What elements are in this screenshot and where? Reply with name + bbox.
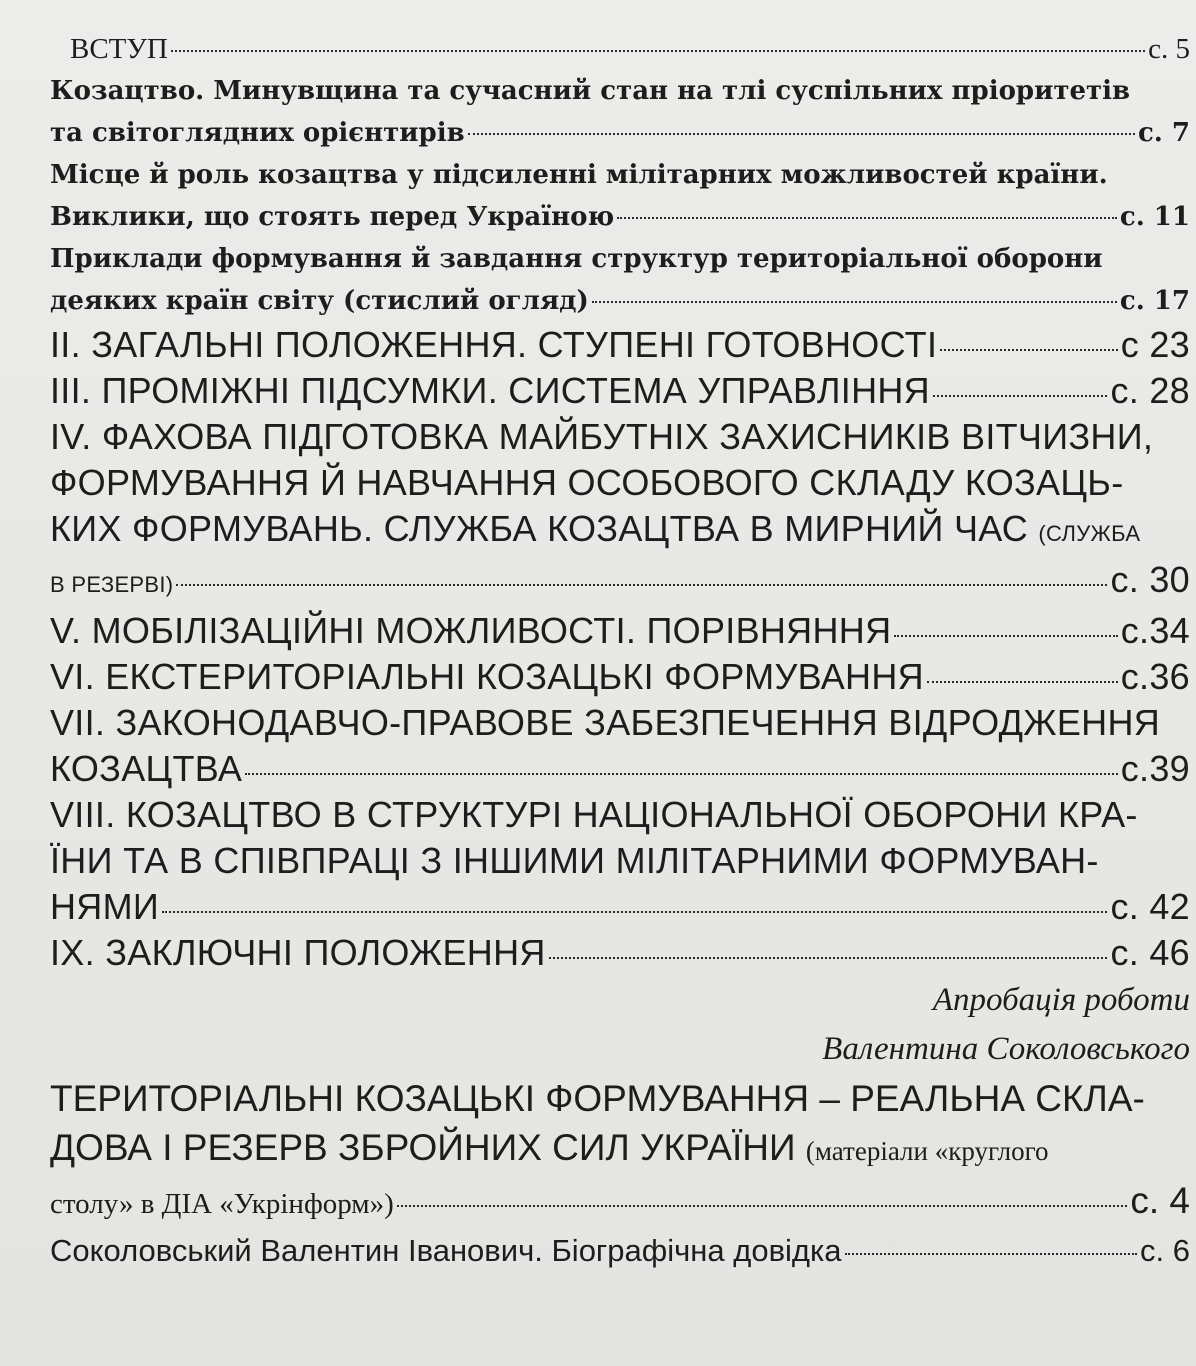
toc-entry-chapter-9[interactable] — [50, 930, 1190, 976]
approbation-line-2: Валентина Соколовського — [822, 1031, 1190, 1067]
toc-entry-section-1[interactable] — [50, 70, 1190, 154]
toc-entry-title-last: Виклики, що стоять перед Україною — [50, 202, 615, 232]
toc-entry-chapter-5[interactable] — [50, 608, 1190, 654]
toc-page-number: с. 6 — [1140, 1233, 1190, 1268]
toc-entry-title-line: КИХ ФОРМУВАНЬ. СЛУЖБА КОЗАЦТВА В МИРНИЙ ЧАС — [50, 508, 1029, 549]
toc-entry-intro[interactable] — [50, 28, 1190, 70]
leader-dots — [162, 911, 1107, 913]
toc-entry-title-last: Соколовський Валентин Іванович. Біографічна довідка — [50, 1233, 842, 1268]
toc-entry-title-line: Приклади формування й завдання структур територіальної оборони — [50, 244, 1103, 274]
toc-entry-title-line: VII. ЗАКОНОДАВЧО-ПРАВОВЕ ЗАБЕЗПЕЧЕННЯ ВІДРОДЖЕННЯ — [50, 702, 1161, 743]
toc-entry-title-last: II. ЗАГАЛЬНІ ПОЛОЖЕННЯ. СТУПЕНІ ГОТОВНОСТІ — [50, 324, 938, 365]
toc-entry-title: ВСТУП — [70, 33, 168, 65]
toc-entry-note: (СЛУЖБА — [1038, 521, 1141, 546]
toc-page-number: с. 42 — [1110, 886, 1190, 927]
approbation-heading — [50, 976, 1190, 1074]
toc-page-number: с. 17 — [1119, 286, 1190, 316]
leader-dots — [549, 957, 1108, 959]
toc-entry-chapter-4[interactable] — [50, 414, 1190, 608]
toc-page-number: с.36 — [1120, 656, 1190, 697]
toc-entry-title-last: III. ПРОМІЖНІ ПІДСУМКИ. СИСТЕМА УПРАВЛІННЯ — [50, 370, 930, 411]
toc-page-number: с. 4 — [1130, 1180, 1190, 1221]
toc-entry-title-last: КОЗАЦТВА — [50, 748, 243, 789]
toc-entry-title-last: V. МОБІЛІЗАЦІЙНІ МОЖЛИВОСТІ. ПОРІВНЯННЯ — [50, 610, 892, 651]
leader-dots — [468, 133, 1135, 135]
toc-entry-title-line: ДОВА І РЕЗЕРВ ЗБРОЙНИХ СИЛ УКРАЇНИ — [50, 1127, 796, 1168]
toc-page-number: с. 28 — [1110, 370, 1190, 411]
toc-entry-title-last: IX. ЗАКЛЮЧНІ ПОЛОЖЕННЯ — [50, 932, 546, 973]
toc-page-number: с. 5 — [1148, 33, 1190, 65]
toc-entry-title-last: НЯМИ — [50, 886, 160, 927]
toc-entry-title-line: VIII. КОЗАЦТВО В СТРУКТУРІ НАЦІОНАЛЬНОЇ ОБОРОНИ КРА- — [50, 794, 1138, 835]
toc-entry-chapter-2[interactable] — [50, 322, 1190, 368]
toc-page-number: с.39 — [1120, 748, 1190, 789]
toc-entry-title-last: VI. ЕКСТЕРИТОРІАЛЬНІ КОЗАЦЬКІ ФОРМУВАННЯ — [50, 656, 924, 697]
leader-dots — [397, 1205, 1128, 1207]
leader-dots — [940, 349, 1117, 351]
approbation-line-1: Апробація роботи — [932, 982, 1190, 1018]
toc-page-number: с. 7 — [1137, 118, 1190, 148]
leader-dots — [845, 1253, 1138, 1255]
leader-dots — [933, 395, 1107, 397]
toc-entry-title-line: ФОРМУВАННЯ Й НАВЧАННЯ ОСОБОВОГО СКЛАДУ КОЗАЦЬ- — [50, 462, 1124, 503]
leader-dots — [245, 773, 1118, 775]
toc-entry-appendix[interactable] — [50, 1074, 1190, 1229]
toc-entry-title-last: деяких країн світу (стислий огляд) — [50, 286, 589, 316]
toc-entry-title-line: IV. ФАХОВА ПІДГОТОВКА МАЙБУТНІХ ЗАХИСНИКІВ ВІТЧИЗНИ, — [50, 416, 1154, 457]
table-of-contents — [50, 28, 1190, 1273]
toc-page-number: с. 30 — [1110, 559, 1190, 600]
toc-page-number: с 23 — [1120, 324, 1190, 365]
toc-entry-chapter-8[interactable] — [50, 792, 1190, 930]
toc-entry-title-line: ЇНИ ТА В СПІВПРАЦІ З ІНШИМИ МІЛІТАРНИМИ ФОРМУВАН- — [50, 840, 1099, 881]
toc-entry-title-last: столу» в ДІА «Укрінформ») — [50, 1188, 394, 1220]
toc-entry-section-2[interactable] — [50, 154, 1190, 238]
leader-dots — [894, 635, 1117, 637]
toc-entry-title-last: та світоглядних орієнтирів — [50, 118, 465, 148]
toc-entry-note: (матеріали «круглого — [805, 1136, 1049, 1166]
toc-page-number: с.34 — [1120, 610, 1190, 651]
leader-dots — [927, 681, 1118, 683]
toc-entry-biography[interactable] — [50, 1229, 1190, 1273]
toc-page-number: с. 11 — [1119, 202, 1190, 232]
leader-dots — [617, 217, 1117, 219]
leader-dots — [176, 584, 1107, 586]
toc-entry-section-3[interactable] — [50, 238, 1190, 322]
leader-dots — [592, 301, 1117, 303]
toc-entry-title-line: Місце й роль козацтва у підсиленні мілітарних можливостей країни. — [50, 160, 1108, 190]
toc-entry-chapter-3[interactable] — [50, 368, 1190, 414]
toc-entry-title-line: Козацтво. Минувщина та сучасний стан на тлі суспільних пріоритетів — [50, 76, 1131, 106]
toc-entry-chapter-6[interactable] — [50, 654, 1190, 700]
leader-dots — [171, 50, 1145, 52]
toc-entry-title-last: В РЕЗЕРВІ) — [50, 572, 174, 597]
toc-page-number: с. 46 — [1110, 932, 1190, 973]
toc-entry-title-line: ТЕРИТОРІАЛЬНІ КОЗАЦЬКІ ФОРМУВАННЯ – РЕАЛЬНА СКЛА- — [50, 1078, 1145, 1119]
toc-entry-chapter-7[interactable] — [50, 700, 1190, 792]
